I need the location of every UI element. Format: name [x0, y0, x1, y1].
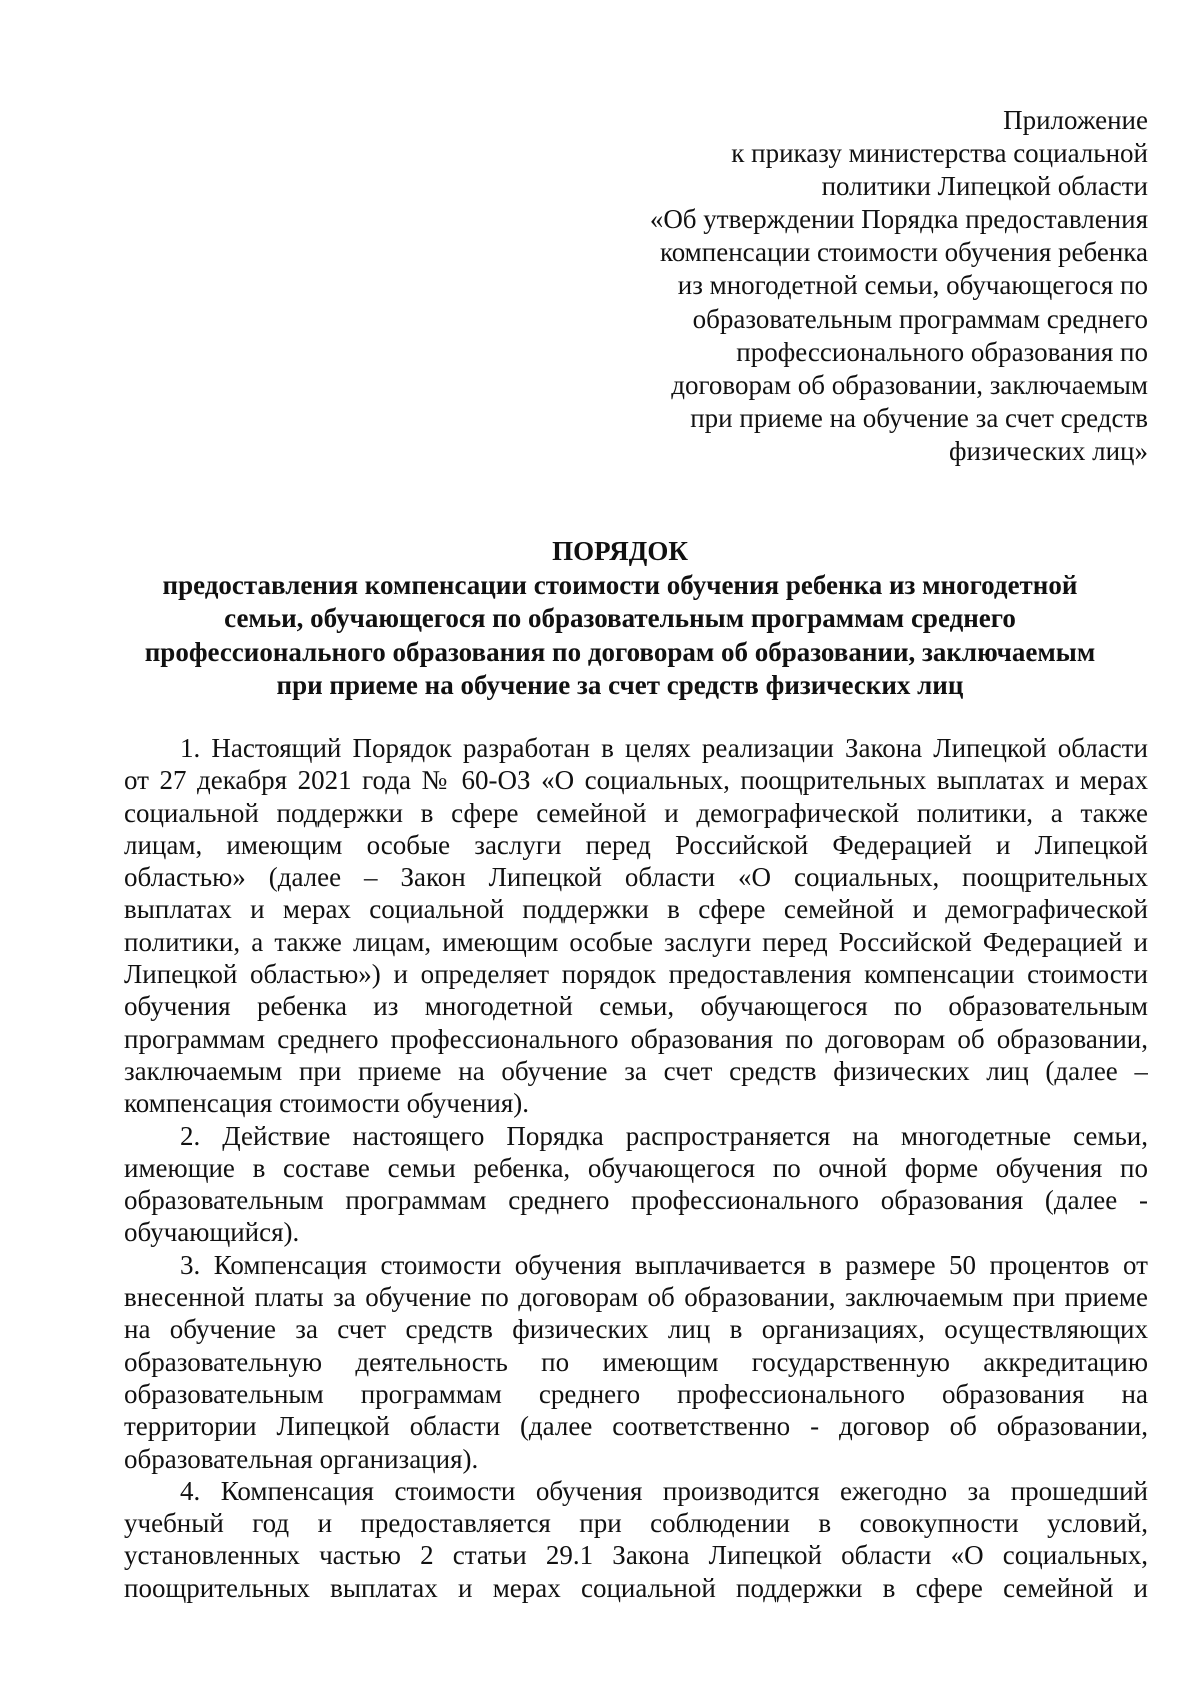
- appendix-line: профессионального образования по: [736, 336, 1148, 367]
- paragraph-line: лицам, имеющим особые заслуги перед Российской Федерацией и Липецкой: [124, 829, 1148, 860]
- paragraph-line: поощрительных выплатах и мерах социальной поддержки в сфере семейной и: [124, 1572, 1148, 1603]
- paragraph-line: образовательную деятельность по имеющим государственную аккредитацию: [124, 1346, 1148, 1377]
- appendix-header: [588, 104, 1148, 468]
- paragraph-line: учебный год и предоставляется при соблюдении в совокупности условий,: [124, 1508, 1148, 1539]
- paragraph-line: 2. Действие настоящего Порядка распространяется на многодетные семьи,: [180, 1120, 1148, 1151]
- document-subtitle: [120, 569, 1120, 703]
- appendix-line: договорам об образовании, заключаемым: [671, 369, 1148, 400]
- paragraph-line: установленных частью 2 статьи 29.1 Закона Липецкой области «О социальных,: [124, 1540, 1148, 1571]
- subtitle-line: профессионального образования по договорам об образовании, заключаемым: [144, 636, 1096, 667]
- document-body: [124, 732, 1148, 1604]
- appendix-line: «Об утверждении Порядка предоставления: [649, 204, 1148, 235]
- paragraph-line: 1. Настоящий Порядок разработан в целях реализации Закона Липецкой области: [180, 733, 1148, 763]
- appendix-line: образовательным программам среднего: [692, 303, 1148, 334]
- appendix-line: компенсации стоимости обучения ребенка: [659, 237, 1148, 268]
- document-title-block: [120, 535, 1120, 703]
- paragraph-line: программам среднего профессионального образования по договорам об образовании,: [124, 1023, 1148, 1054]
- appendix-line: к приказу министерства социальной: [731, 138, 1148, 169]
- paragraph-line: областью» (далее – Закон Липецкой области «О социальных, поощрительных: [124, 862, 1148, 893]
- paragraph-line: образовательная организация).: [124, 1443, 479, 1474]
- appendix-line: Приложение: [1003, 105, 1148, 135]
- appendix-line: физических лиц»: [949, 435, 1148, 466]
- paragraph-line: 4. Компенсация стоимости обучения производится ежегодно за прошедший: [180, 1475, 1148, 1506]
- paragraph-line: социальной поддержки в сфере семейной и демографической политики, а также: [124, 797, 1148, 828]
- paragraph-line: обучающийся).: [124, 1217, 300, 1248]
- paragraph-3: [124, 1249, 1148, 1475]
- paragraph-line: Липецкой областью») и определяет порядок предоставления компенсации стоимости: [124, 959, 1148, 990]
- subtitle-line: предоставления компенсации стоимости обучения ребенка из многодетной: [162, 569, 1078, 600]
- paragraph-line: внесенной платы за обучение по договорам об образовании, заключаемым при приеме: [124, 1282, 1148, 1313]
- paragraph-line: образовательным программам среднего профессионального образования (далее -: [124, 1185, 1148, 1216]
- paragraph-line: компенсация стоимости обучения).: [124, 1088, 530, 1119]
- paragraph-1: [124, 732, 1148, 1120]
- paragraph-line: заключаемым при приеме на обучение за счет средств физических лиц (далее –: [124, 1055, 1148, 1086]
- paragraph-line: выплатах и мерах социальной поддержки в сфере семейной и демографической: [124, 894, 1148, 925]
- paragraph-line: от 27 декабря 2021 года № 60-ОЗ «О социальных, поощрительных выплатах и мерах: [124, 765, 1148, 796]
- paragraph-line: на обучение за счет средств физических лиц в организациях, осуществляющих: [124, 1314, 1148, 1345]
- paragraph-line: образовательным программам среднего профессионального образования на: [124, 1378, 1148, 1409]
- paragraph-line: политики, а также лицам, имеющим особые заслуги перед Российской Федерацией и: [124, 926, 1148, 957]
- paragraph-line: имеющие в составе семьи ребенка, обучающегося по очной форме обучения по: [124, 1152, 1148, 1183]
- document-title: ПОРЯДОК: [552, 536, 688, 566]
- subtitle-line: семьи, обучающегося по образовательным программам среднего: [224, 603, 1016, 633]
- appendix-line: при приеме на обучение за счет средств: [690, 402, 1148, 433]
- paragraph-4: [124, 1475, 1148, 1604]
- subtitle-line: при приеме на обучение за счет средств физических лиц: [276, 670, 964, 700]
- appendix-line: политики Липецкой области: [821, 171, 1148, 202]
- paragraph-line: обучения ребенка из многодетной семьи, обучающегося по образовательным: [124, 991, 1148, 1022]
- paragraph-2: [124, 1120, 1148, 1249]
- paragraph-line: территории Липецкой области (далее соответственно - договор об образовании,: [124, 1411, 1148, 1442]
- appendix-line: из многодетной семьи, обучающегося по: [677, 270, 1148, 301]
- paragraph-line: 3. Компенсация стоимости обучения выплачивается в размере 50 процентов от: [180, 1249, 1148, 1280]
